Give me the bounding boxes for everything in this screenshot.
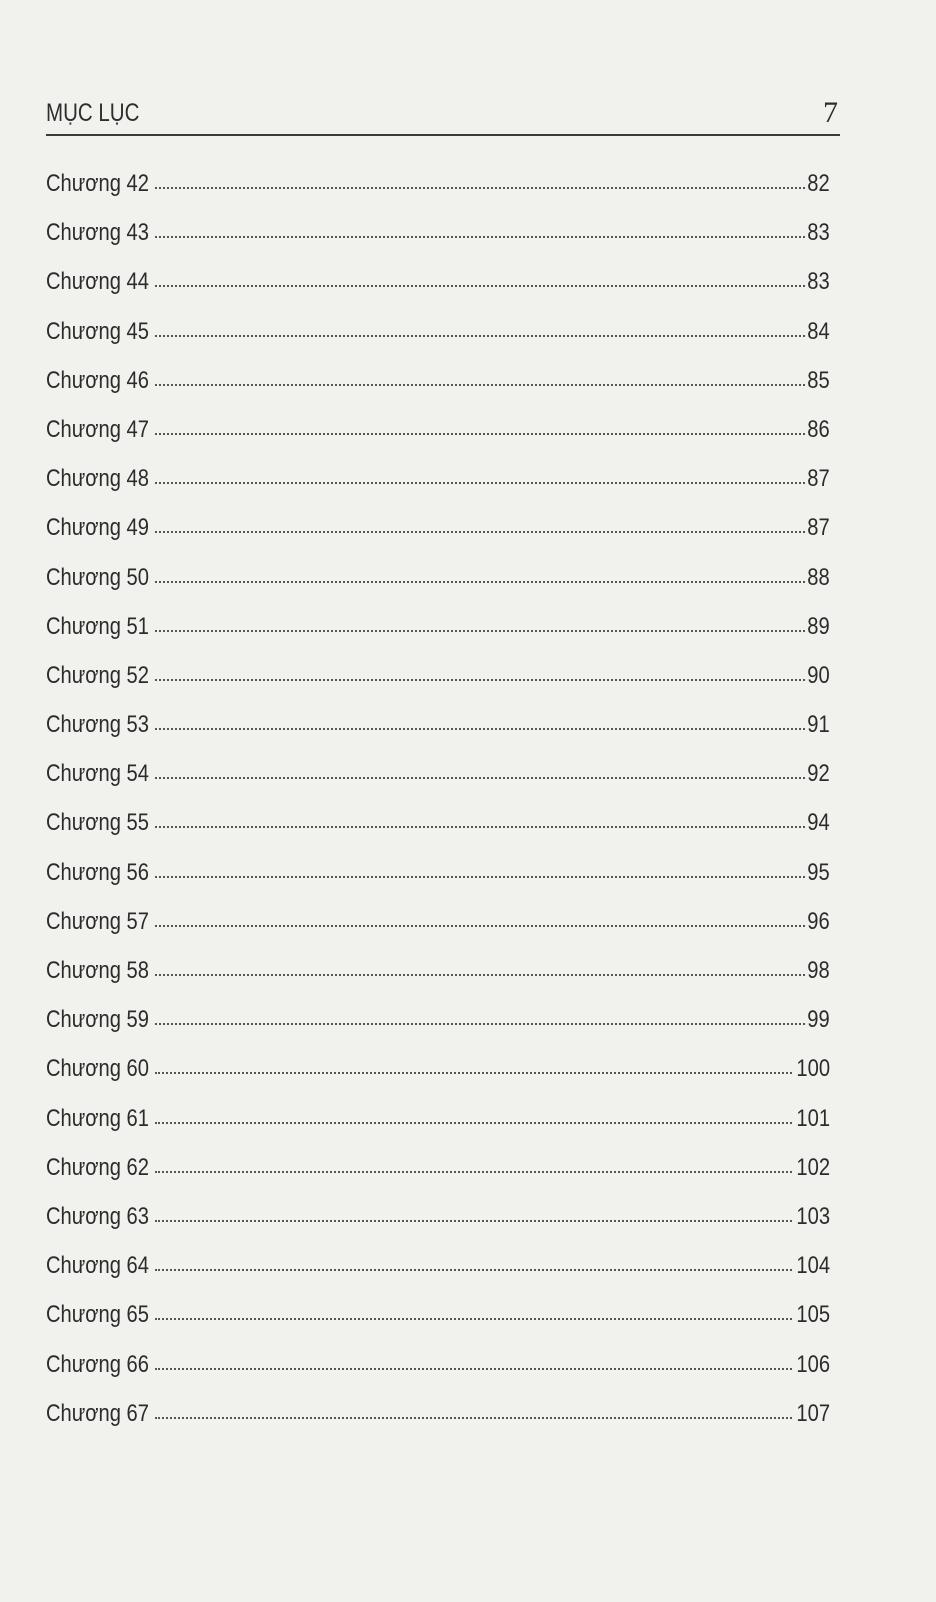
toc-entry[interactable] <box>46 1400 830 1449</box>
toc-dot-leader <box>155 776 806 779</box>
toc-dot-leader <box>155 383 806 386</box>
toc-entry[interactable] <box>46 1154 830 1203</box>
toc-entry[interactable] <box>46 318 830 367</box>
toc-entry-page-number: 82 <box>807 170 830 197</box>
toc-entry-label: Chương 49 <box>46 514 149 542</box>
toc-entry-page-number: 106 <box>796 1350 830 1378</box>
toc-entry-page-number: 104 <box>796 1252 830 1280</box>
toc-entry-page-number: 87 <box>807 465 830 493</box>
toc-entry-label: Chương 61 <box>46 1104 149 1132</box>
toc-entry[interactable] <box>46 957 830 1006</box>
toc-dot-leader <box>155 1367 792 1370</box>
toc-entry-label: Chương 65 <box>46 1301 149 1329</box>
toc-entry-label: Chương 52 <box>46 661 149 689</box>
toc-dot-leader <box>155 530 806 533</box>
toc-entry[interactable] <box>46 219 830 268</box>
toc-entry-page-number: 103 <box>796 1202 830 1230</box>
toc-dot-leader <box>155 678 806 681</box>
toc-entry-page-number: 105 <box>796 1301 830 1329</box>
toc-entry-page-number: 94 <box>807 809 830 837</box>
toc-entry[interactable] <box>46 1252 830 1301</box>
toc-entry[interactable] <box>46 170 830 219</box>
toc-entry-label: Chương 44 <box>46 268 149 296</box>
toc-entry-page-number: 102 <box>796 1153 830 1181</box>
toc-entry[interactable] <box>46 465 830 514</box>
toc-entry[interactable] <box>46 1055 830 1104</box>
toc-dot-leader <box>155 825 806 828</box>
toc-entry-label: Chương 55 <box>46 809 149 837</box>
toc-dot-leader <box>155 1170 792 1173</box>
toc-entry-label: Chương 60 <box>46 1055 149 1083</box>
toc-entry[interactable] <box>46 613 830 662</box>
toc-dot-leader <box>155 1416 792 1419</box>
toc-dot-leader <box>155 875 806 878</box>
toc-entry[interactable] <box>46 1203 830 1252</box>
toc-entry[interactable] <box>46 514 830 563</box>
toc-entry[interactable] <box>46 908 830 957</box>
toc-dot-leader <box>155 973 806 976</box>
toc-entry[interactable] <box>46 859 830 908</box>
toc-entry[interactable] <box>46 760 830 809</box>
toc-entry-label: Chương 48 <box>46 465 149 493</box>
toc-entry-page-number: 85 <box>807 366 830 394</box>
toc-entry-page-number: 83 <box>807 268 830 296</box>
toc-entry-page-number: 96 <box>807 907 830 935</box>
page-header <box>46 88 840 136</box>
toc-dot-leader <box>155 1317 792 1320</box>
toc-dot-leader <box>155 629 806 632</box>
toc-entry-label: Chương 57 <box>46 907 149 935</box>
toc-dot-leader <box>155 727 806 730</box>
toc-entry[interactable] <box>46 564 830 613</box>
toc-entry-label: Chương 42 <box>46 170 149 197</box>
toc-dot-leader <box>155 334 806 337</box>
toc-dot-leader <box>155 284 806 287</box>
toc-entry-page-number: 92 <box>807 760 830 788</box>
toc-entry-label: Chương 43 <box>46 219 149 247</box>
toc-entry-page-number: 88 <box>807 563 830 591</box>
header-title: MỤC LỤC <box>46 99 140 127</box>
toc-entry-label: Chương 63 <box>46 1202 149 1230</box>
toc-entry-page-number: 90 <box>807 661 830 689</box>
toc-dot-leader <box>155 580 806 583</box>
toc-entry[interactable] <box>46 662 830 711</box>
toc-entry-label: Chương 66 <box>46 1350 149 1378</box>
toc-entry-label: Chương 46 <box>46 366 149 394</box>
toc-entry-page-number: 99 <box>807 1006 830 1034</box>
header-page-number: 7 <box>823 96 838 129</box>
toc-entry-page-number: 89 <box>807 612 830 640</box>
toc-entry[interactable] <box>46 367 830 416</box>
toc-entry-label: Chương 47 <box>46 415 149 443</box>
toc-dot-leader <box>155 1022 806 1025</box>
toc-entry-page-number: 100 <box>796 1055 830 1083</box>
toc-dot-leader <box>155 1071 792 1074</box>
toc-entry[interactable] <box>46 809 830 858</box>
toc-entry[interactable] <box>46 711 830 760</box>
toc-dot-leader <box>155 186 806 189</box>
toc-entry-page-number: 86 <box>807 415 830 443</box>
toc-entry-label: Chương 58 <box>46 957 149 984</box>
table-of-contents <box>46 170 830 1449</box>
toc-entry-page-number: 91 <box>807 711 830 739</box>
toc-entry[interactable] <box>46 1105 830 1154</box>
toc-entry[interactable] <box>46 1301 830 1350</box>
toc-entry-page-number: 95 <box>807 858 830 886</box>
toc-entry[interactable] <box>46 268 830 317</box>
toc-entry-label: Chương 56 <box>46 858 149 886</box>
toc-dot-leader <box>155 924 806 927</box>
toc-entry-page-number: 83 <box>807 219 830 247</box>
toc-entry-label: Chương 59 <box>46 1006 149 1034</box>
toc-entry-label: Chương 54 <box>46 760 149 788</box>
toc-dot-leader <box>155 432 806 435</box>
toc-dot-leader <box>155 1219 792 1222</box>
toc-entry-page-number: 98 <box>807 957 830 984</box>
toc-entry-page-number: 84 <box>807 317 830 345</box>
toc-entry-label: Chương 64 <box>46 1252 149 1280</box>
toc-entry-label: Chương 53 <box>46 711 149 739</box>
toc-dot-leader <box>155 1268 792 1271</box>
toc-dot-leader <box>155 1121 792 1124</box>
toc-entry-page-number: 101 <box>796 1104 830 1132</box>
toc-entry-label: Chương 45 <box>46 317 149 345</box>
toc-dot-leader <box>155 235 806 238</box>
toc-entry-label: Chương 67 <box>46 1399 149 1427</box>
toc-entry-label: Chương 51 <box>46 612 149 640</box>
toc-entry-page-number: 87 <box>807 514 830 542</box>
toc-entry[interactable] <box>46 416 830 465</box>
toc-entry-label: Chương 62 <box>46 1153 149 1181</box>
toc-entry-page-number: 107 <box>796 1399 830 1427</box>
toc-entry-label: Chương 50 <box>46 563 149 591</box>
toc-dot-leader <box>155 481 806 484</box>
toc-entry[interactable] <box>46 1006 830 1055</box>
toc-entry[interactable] <box>46 1351 830 1400</box>
